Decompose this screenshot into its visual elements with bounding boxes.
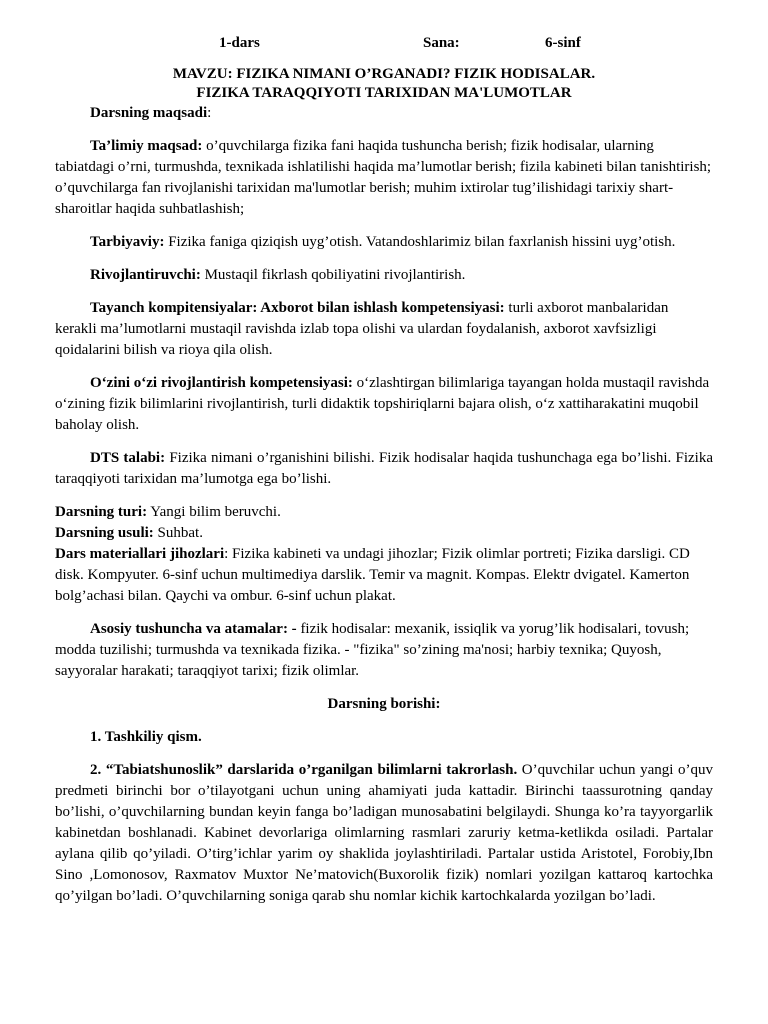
- lesson-title: [55, 65, 713, 103]
- lesson-type-text: Yangi bilim beruvchi.: [147, 504, 281, 520]
- header-row: [55, 33, 713, 54]
- step-organizational: [55, 727, 713, 748]
- date-label: Sana:: [423, 35, 460, 51]
- step-review: [55, 760, 713, 907]
- goal-colon: :: [207, 105, 212, 121]
- self-development-competence: [55, 373, 713, 436]
- lesson-materials-label: Dars materiallari jihozlari: [55, 546, 225, 562]
- step-2-label: 2. “Tabiatshunoslik” darslarida o’rganilgan bilimlarni takrorlash.: [90, 762, 518, 778]
- lesson-number: 1-dars: [219, 35, 260, 51]
- lesson-type-label: Darsning turi:: [55, 504, 148, 520]
- upbringing-goal-label: Tarbiyaviy:: [90, 234, 165, 250]
- step-2-text: O’quvchilar uchun yangi o’quv predmeti birinchi bor o’tilayotgani uchun uning ahamiyati juda kattadir. Birinchi taassurotning qanday bo’lishi, o’quvchilarning bundan keyin fanga bo’ladigan munosabatini belgilaydi. Shunga ko’ra tayyorgarlik kabinetdan boshlanadi. Kabinet devorlariga olimlarning rasmlari zaruriy ketma-ketlikda osiladi. Partalar aylana qilib qo’yiladi. O’tirg’ichlar yarim oy shaklida joylashtiriladi. Partalar ustida Aristotel, Forobiy,Ibn Sino ,Lomonosov, Raxmatov Muxtor Ne’matovich(Buxorolik fizik) nomlari yozilgan kattaroq kartochka qo’yilgan bo’ladi. O’quvchilarning soniga qarab shu nomlar kichik kartochkalarda yozilgan bo’ladi.: [55, 762, 714, 904]
- lesson-materials: [55, 544, 713, 607]
- key-concepts-text: fizik hodisalar: mexanik, issiqlik va yorug’lik hodisalari, tovush; modda tuzilishi; turmushda va texnikada fizika. - "fizika" so’zining ma'nosi; harbiy texnika; Quyosh, sayyoralar harakati; taraqqiyot tarixi; fizik olimlar.: [55, 621, 690, 679]
- document-page: [55, 33, 713, 907]
- title-line-2: FIZIKA TARAQQIYOTI TARIXIDAN MA'LUMOTLAR: [196, 85, 572, 101]
- developing-goal: [55, 265, 713, 286]
- lesson-materials-text: : Fizika kabineti va undagi jihozlar; Fizik olimlar portreti; Fizika darsligi. CD disk. Kompyuter. 6-sinf uchun multimediya darslik. Temir va magnit. Kompas. Elektr dvigatel. Kamerton bolg’achasi bilan. Qaychi va ombur. 6-sinf uchun plakat.: [55, 546, 690, 604]
- self-development-text: o‘zlashtirgan bilimlariga tayangan holda mustaqil ravishda o‘zining fizik bilimlarini rivojlantirish, turli didaktik topshiriqlarni bajara olish, o‘z xattiharakatini muqobil baholay olish.: [55, 375, 710, 433]
- title-line-1: MAVZU: FIZIKA NIMANI O’RGANADI? FIZIK HODISALAR.: [172, 66, 596, 82]
- educational-goal-text: o’quvchilarga fizika fani haqida tushuncha berish; fizik hodisalar, ularning tabiatdagi o’rni, turmushda, texnikada ishlatilishi haqida ma’lumotlar berish; fizila kabineti bilan tanishtirish; o’quvchilarga fan rivojlanishi tarixidan ma'lumotlar berish; muhim ixtirolar tug’ilishidagi tarixiy shart-sharoitlar haqida suhbatlashish;: [55, 138, 712, 217]
- educational-goal: [55, 136, 713, 220]
- grade-label: 6-sinf: [545, 35, 581, 51]
- goal-heading: [55, 103, 713, 124]
- goal-heading-text: Darsning maqsadi: [90, 105, 208, 121]
- lesson-method-text: Suhbat.: [153, 525, 203, 541]
- dts-requirement: [55, 448, 713, 490]
- upbringing-goal: [55, 232, 713, 253]
- info-competence-label: Tayanch kompitensiyalar: Axborot bilan ishlash kompetensiyasi:: [90, 300, 505, 316]
- dts-text: Fizika nimani o’rganishini bilishi. Fizik hodisalar haqida tushunchaga ega bo’lishi. Fizika taraqqiyoti tarixidan ma’lumotga ega bo’lishi.: [55, 450, 713, 487]
- developing-goal-label: Rivojlantiruvchi:: [90, 267, 201, 283]
- lesson-method-label: Darsning usuli:: [55, 525, 154, 541]
- educational-goal-label: Ta’limiy maqsad:: [90, 138, 203, 154]
- developing-goal-text: Mustaqil fikrlash qobiliyatini rivojlantirish.: [200, 267, 466, 283]
- self-development-label: O‘zini o‘zi rivojlantirish kompetensiyasi:: [90, 375, 353, 391]
- info-competence-text: turli axborot manbalaridan kerakli ma’lumotlarni mustaqil ravishda izlab topa olishi va ulardan foydalanish, axborot xavfsizligi qoidalarini bilish va rioya qila olish.: [55, 300, 669, 358]
- lesson-method: [55, 523, 713, 544]
- key-concepts-label: Asosiy tushuncha va atamalar: -: [90, 621, 297, 637]
- lesson-type: [55, 502, 713, 523]
- upbringing-goal-text: Fizika faniga qiziqish uyg’otish. Vatandoshlarimiz bilan faxrlanish hissini uyg’otish.: [164, 234, 676, 250]
- info-competence: [55, 298, 713, 361]
- step-1-label: 1. Tashkiliy qism.: [90, 729, 202, 745]
- key-concepts: [55, 619, 713, 682]
- procedure-heading: Darsning borishi:: [327, 696, 441, 712]
- dts-label: DTS talabi:: [90, 450, 166, 466]
